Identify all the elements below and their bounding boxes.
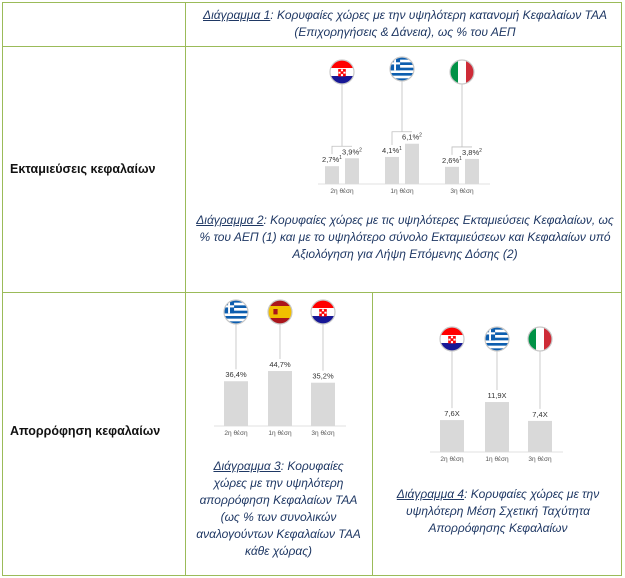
chart4-caption-title: Διάγραμμα 4 — [396, 487, 465, 501]
bar-value-label: 4,1%$^1$ — [382, 145, 402, 155]
bar-value-label: 35,2% — [312, 371, 334, 381]
rank-label: 2η θέση — [224, 430, 248, 437]
rank-label: 3η θέση — [311, 430, 335, 437]
bar — [485, 402, 509, 452]
bar — [445, 167, 459, 184]
rank-label: 1η θέση — [485, 456, 509, 463]
croatia-flag-icon — [311, 300, 335, 325]
chart-group-italy — [528, 327, 553, 463]
rank-label: 1η θέση — [268, 430, 292, 437]
connector-line — [332, 84, 352, 154]
chart-group-greece — [382, 57, 422, 195]
chart4-caption — [378, 486, 618, 537]
chart-group-croatia — [311, 300, 335, 437]
table-border-bottom — [2, 575, 622, 576]
bar-value-note: 2 — [359, 147, 362, 154]
croatia-flag-icon — [330, 60, 354, 85]
chart1-caption-title: Διάγραμμα 1 — [203, 8, 271, 22]
greece-flag-icon — [485, 327, 509, 351]
chart-group-greece — [224, 300, 248, 437]
chart3-caption-text: : Κορυφαίες χώρες με την υψηλότερη απορρόφηση Κεφαλαίων ΤΑΑ (ως % των συνολικών αναλογούντων Κεφαλαίων ΤΑΑ κάθε χώρας) — [196, 459, 361, 558]
chart-group-italy — [442, 60, 482, 195]
bar — [405, 144, 419, 184]
chart1-caption — [195, 7, 615, 41]
bar — [345, 158, 359, 184]
table-border-left — [2, 2, 3, 576]
bar-value-label: 7,4X — [532, 409, 548, 419]
chart2-caption-title: Διάγραμμα 2 — [196, 213, 264, 227]
chart3-caption-title: Διάγραμμα 3 — [213, 459, 281, 473]
bar — [528, 421, 552, 452]
chart3 — [210, 298, 360, 448]
bar-value-note: 1 — [459, 155, 462, 162]
rank-label: 2η θέση — [440, 456, 464, 463]
bar-value-note: 2 — [419, 132, 422, 139]
chart4-svg — [425, 324, 575, 474]
bar-value-note: 2 — [479, 147, 482, 154]
table-border-col — [185, 2, 186, 576]
chart3-svg — [210, 298, 360, 448]
table-border-row2 — [2, 292, 622, 293]
connector-line — [452, 84, 472, 155]
table-border-top — [2, 2, 622, 3]
bar — [440, 420, 464, 452]
chart3-caption — [196, 458, 361, 560]
greece-flag-icon — [224, 300, 248, 324]
chart2-svg — [300, 56, 520, 204]
bar-value-label: 3,8%$^2$ — [462, 147, 482, 157]
bar-value-label: 2,7%$^1$ — [322, 155, 342, 165]
chart1-caption-text: : Κορυφαίες χώρες με την υψηλότερη κατανομή Κεφαλαίων ΤΑΑ (Επιχορηγήσεις & Δάνεια), ως % του ΑΕΠ — [270, 8, 607, 39]
croatia-flag-icon — [440, 327, 464, 352]
rank-label: 3η θέση — [450, 188, 474, 195]
bar — [268, 371, 292, 426]
bar — [325, 166, 339, 184]
bar — [385, 157, 399, 184]
disbursement-row-label: Εκταμιεύσεις κεφαλαίων — [10, 162, 156, 176]
bar-value-label: 11,9X — [487, 391, 507, 401]
chart4 — [425, 324, 575, 474]
chart4-caption-text: : Κορυφαίες χώρες με την υψηλότερη Μέση Σχετική Ταχύτητα Απορρόφησης Κεφαλαίων — [406, 487, 600, 535]
table-border-inner — [372, 292, 373, 576]
bar-value-label: 44,7% — [269, 360, 291, 370]
italy-flag-icon — [450, 60, 475, 84]
chart2 — [300, 56, 520, 204]
bar — [465, 159, 479, 184]
bar-value-label: 3,9%$^2$ — [342, 147, 362, 157]
chart-group-greece — [485, 327, 509, 463]
table-border-row1 — [2, 46, 622, 47]
bar-value-label: 2,6%$^1$ — [442, 155, 462, 165]
bar-value-label: 6,1%$^2$ — [402, 132, 422, 142]
chart-group-croatia — [440, 327, 464, 463]
italy-flag-icon — [528, 327, 553, 351]
greece-flag-icon — [390, 57, 414, 81]
chart2-caption-text: : Κορυφαίες χώρες με τις υψηλότερες Εκταμιεύσεις Κεφαλαίων, ως % του ΑΕΠ (1) και με το υψηλότερο σύνολο Εκταμιεύσεων και Κεφαλαίων υπό Αξιολόγηση για Λήψη Επόμενης Δόσης (2) — [199, 213, 614, 261]
rank-label: 2η θέση — [330, 188, 354, 195]
chart-group-spain — [268, 300, 292, 437]
chart-group-croatia — [322, 60, 362, 195]
bar-value-note: 1 — [339, 155, 342, 162]
bar-value-note: 1 — [399, 145, 402, 152]
bar — [224, 381, 248, 426]
chart2-caption — [195, 212, 615, 263]
spain-flag-icon — [268, 300, 292, 324]
table-border-right — [621, 2, 622, 576]
rank-label: 1η θέση — [390, 188, 414, 195]
rank-label: 3η θέση — [528, 456, 552, 463]
bar-value-label: 7,6X — [444, 409, 460, 419]
bar — [311, 383, 335, 426]
bar-value-label: 36,4% — [225, 370, 247, 380]
absorption-row-label: Απορρόφηση κεφαλαίων — [10, 424, 161, 438]
